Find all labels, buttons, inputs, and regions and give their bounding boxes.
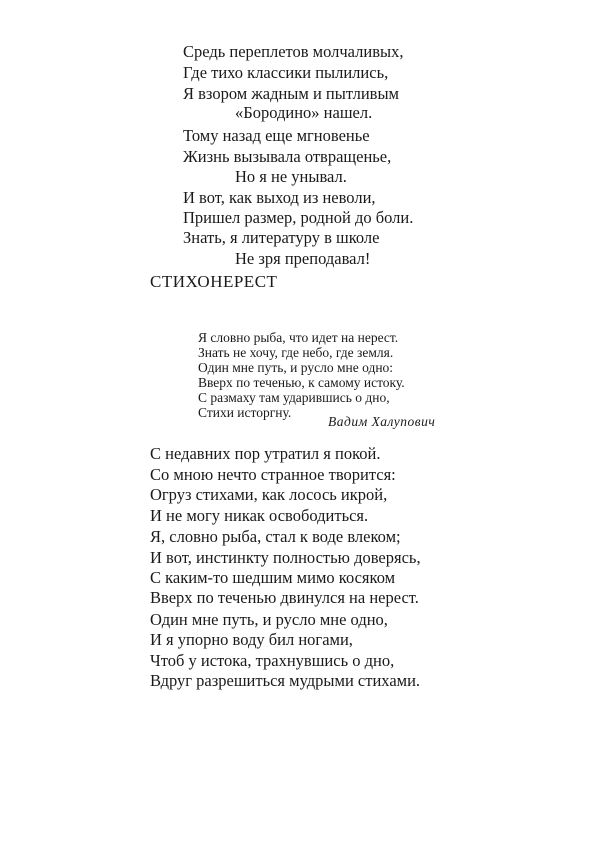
epigraph-author: Вадим Халупович bbox=[328, 414, 436, 429]
poem1-line: Тому назад еще мгновенье bbox=[183, 126, 370, 145]
poem1-line: «Бородино» нашел. bbox=[235, 103, 373, 122]
epigraph-line: Вверх по теченью, к самому истоку. bbox=[198, 375, 405, 390]
poem2-line: И не могу никак освободиться. bbox=[150, 506, 369, 525]
poem1-line: Знать, я литературу в школе bbox=[183, 228, 380, 247]
epigraph-line: Стихи исторгну. bbox=[198, 405, 292, 420]
poem2-line: С каким-то шедшим мимо косяком bbox=[150, 568, 396, 587]
poem2-line: Вверх по теченью двинулся на нерест. bbox=[150, 588, 419, 607]
poem2-line: И я упорно воду бил ногами, bbox=[150, 630, 353, 649]
epigraph-line: Знать не хочу, где небо, где земля. bbox=[198, 345, 394, 360]
poem2-line: Один мне путь, и русло мне одно, bbox=[150, 610, 388, 629]
epigraph-line: С размаху там ударившись о дно, bbox=[198, 390, 390, 405]
poem1-line: Но я не унывал. bbox=[235, 167, 347, 186]
poem1-line: И вот, как выход из неволи, bbox=[183, 188, 376, 207]
poem1-line: Средь переплетов молчаливых, bbox=[183, 42, 404, 61]
poem1-line: Я взором жадным и пытливым bbox=[183, 84, 399, 103]
epigraph-line: Один мне путь, и русло мне одно: bbox=[198, 360, 394, 375]
poem1-line: Жизнь вызывала отвращенье, bbox=[183, 147, 392, 166]
poem1-line: Не зря преподавал! bbox=[235, 249, 371, 268]
epigraph-line: Я словно рыба, что идет на нерест. bbox=[198, 330, 399, 345]
poem-title: СТИХОНЕРЕСТ bbox=[150, 272, 278, 291]
poem2-line: И вот, инстинкту полностью доверясь, bbox=[150, 548, 421, 567]
poem2-line: С недавних пор утратил я покой. bbox=[150, 444, 381, 463]
poem2-line: Я, словно рыба, стал к воде влеком; bbox=[150, 527, 401, 546]
poem2-line: Со мною нечто странное творится: bbox=[150, 465, 396, 484]
poem1-line: Где тихо классики пылились, bbox=[183, 63, 389, 82]
poem2-line: Вдруг разрешиться мудрыми стихами. bbox=[150, 671, 421, 690]
poem2-line: Огруз стихами, как лосось икрой, bbox=[150, 485, 388, 504]
poem1-line: Пришел размер, родной до боли. bbox=[183, 208, 414, 227]
poem2-line: Чтоб у истока, трахнувшись о дно, bbox=[150, 651, 395, 670]
